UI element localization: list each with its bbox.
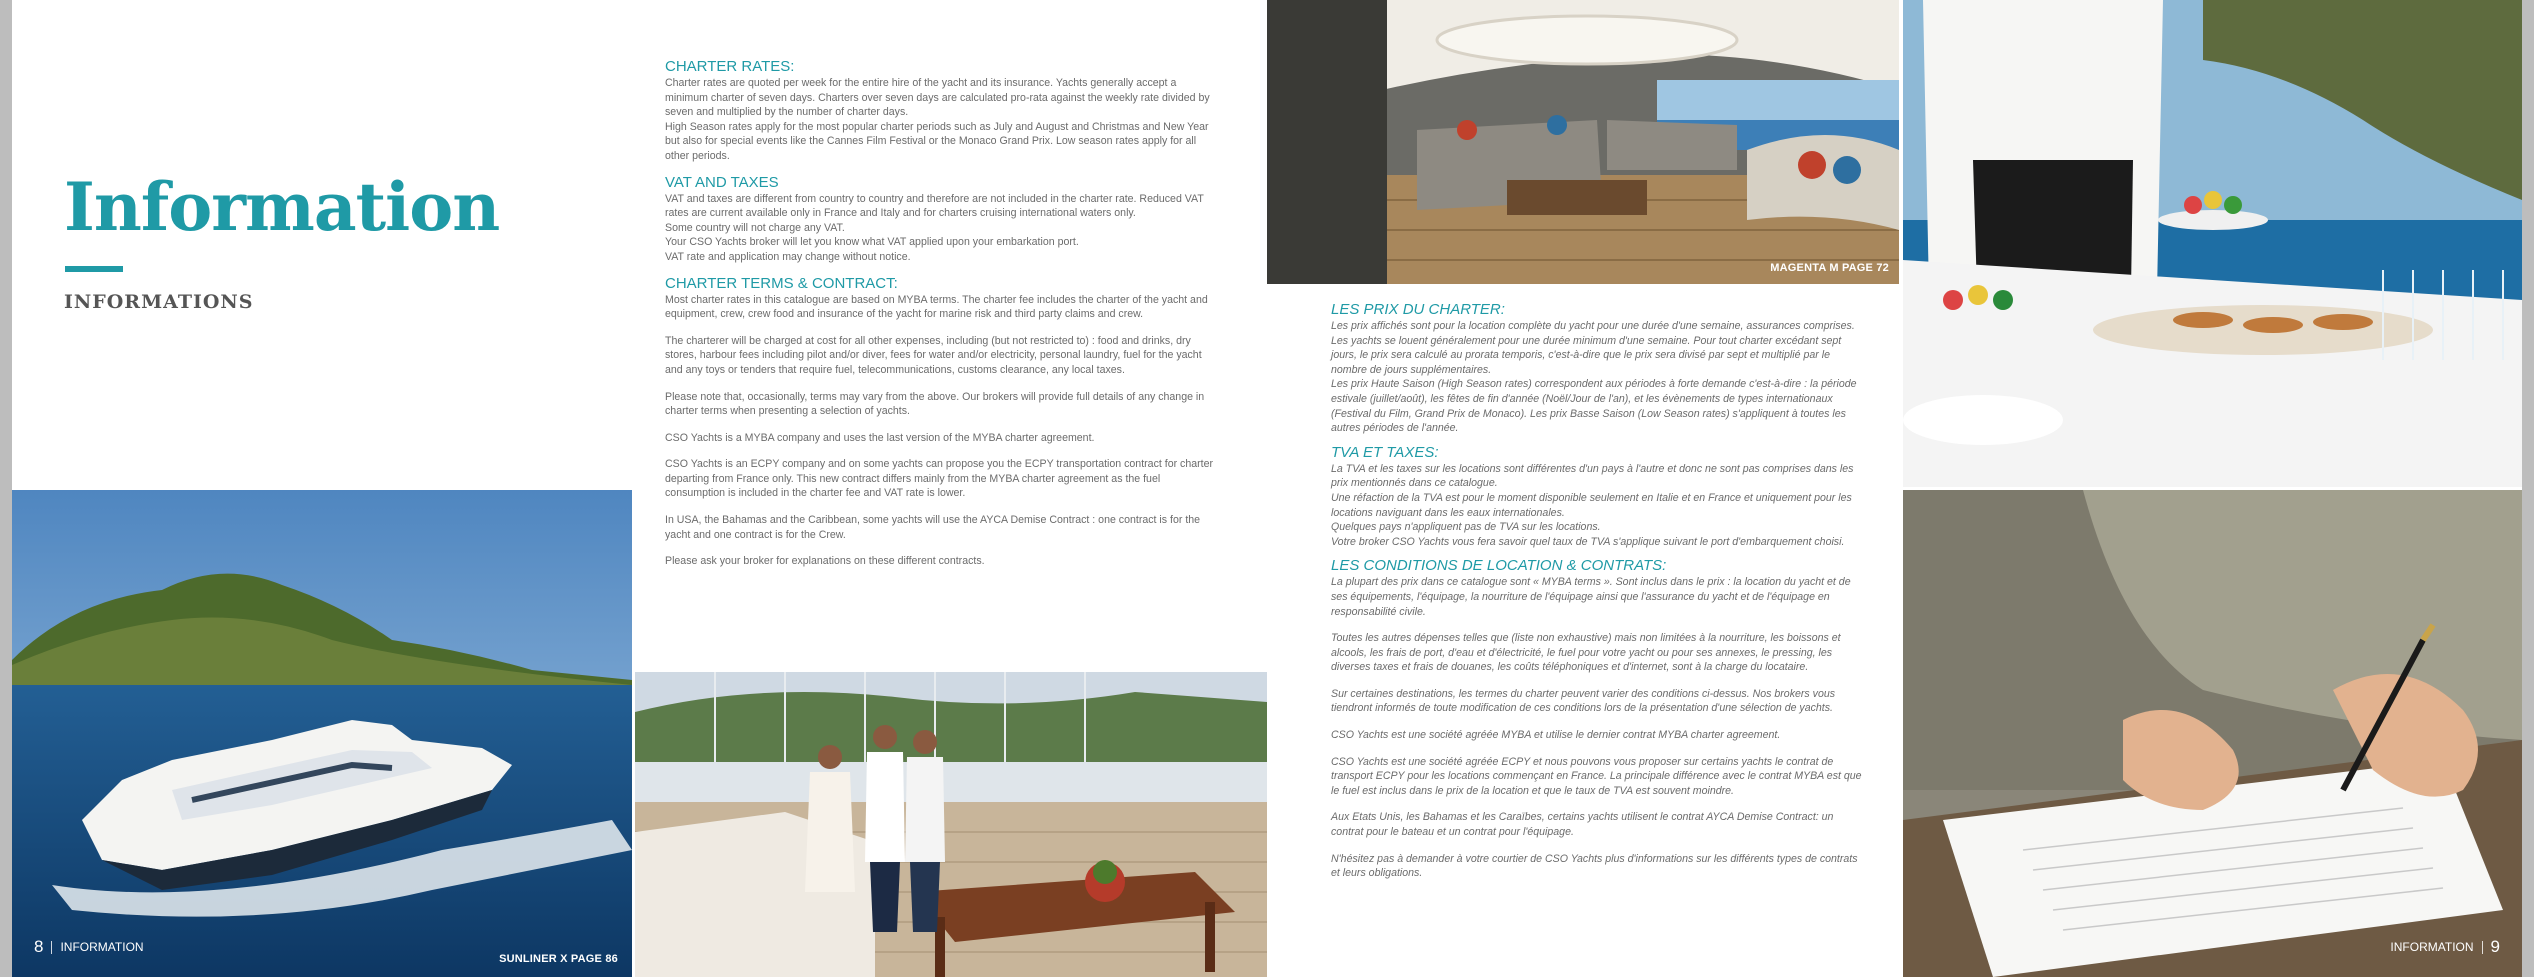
- yacht-salon-photo: [1267, 0, 1899, 284]
- aft-deck-photo: [635, 672, 1267, 977]
- paragraph: Les prix Haute Saison (High Season rates) correspondent aux périodes à forte demande c'est-à-dire : la période estivale (juillet/août), les fêtes de fin d'année (Noël/Jour de l'an), et les évènements de types internationaux (Festival du Film, Grand Prix de Monaco). Les prix Basse Saison (Low Season rates) s'appliquent à toutes les autres périodes de l'année.: [1331, 378, 1857, 435]
- paragraph: N'hésitez pas à demander à votre courtier de CSO Yachts plus d'informations sur les différents types de contrats et leurs obligations.: [1331, 852, 1858, 880]
- paragraph: Please note that, occasionally, terms may vary from the above. Our brokers will provide full details of any change in charter terms when presenting a selection of yachts.: [665, 390, 1205, 418]
- paragraph: CSO Yachts est une société agréée ECPY et nous pouvons vous proposer sur certains yachts le contrat de transport ECPY pour les locations commençant en France. La principale différence avec le contrat MYBA est que le fuel est inclus dans le prix de la location et que le taux de TVA est souvent moindre.: [1331, 755, 1862, 797]
- right-page-number: 9: [2490, 937, 2500, 956]
- section-heading: CHARTER RATES:: [665, 58, 795, 75]
- section-heading: VAT AND TAXES: [665, 173, 779, 191]
- folio-divider: [51, 941, 52, 954]
- paragraph: VAT and taxes are different from country to country and therefore are not included in the charter rate. Reduced VAT rates are current available only in France and Italy and for charters cruising international waters only.: [665, 192, 1204, 220]
- brochure-spread: [12, 0, 2522, 977]
- left-photo-caption: SUNLINER X PAGE 86: [499, 953, 618, 965]
- paragraph: CSO Yachts is an ECPY company and on some yachts can propose you the ECPY transportation contract for charter departing from France only. This new contract differs mainly from the MYBA charter agreement as the fuel consumption is included in the charter fee and VAT rate is lower.: [665, 458, 1214, 500]
- left-section-label: INFORMATION: [60, 940, 144, 954]
- paragraph: The charterer will be charged at cost for all other expenses, including (but not restricted to) : food and drinks, dry stores, harbour fees including pilot and/or diver, fees for water and/or electricity, personal laundry, fuel for the yacht and any toys or tenders that require fuel, telecommunications, customs clearance, any local taxes.: [665, 334, 1202, 376]
- right-section-label: INFORMATION: [2390, 940, 2474, 954]
- paragraph: Une réfaction de la TVA est pour le moment disponible seulement en Italie et en France et uniquement pour les locations naviguant dans les eaux internationales.: [1331, 491, 1852, 519]
- section-heading: LES PRIX DU CHARTER:: [1331, 301, 1505, 318]
- french-text-column: [1331, 297, 1864, 881]
- paragraph: High Season rates apply for the most popular charter periods such as July and August and Christmas and New Year but also for special events like the Cannes Film Festival or the Monaco Grand Prix. Low season rates apply for all other periods.: [665, 120, 1209, 162]
- paragraph: Charter rates are quoted per week for the entire hire of the yacht and its insurance. Yachts generally accept a minimum charter of seven days. Charters over seven days are calculated pro-rata against the weekly rate divided by seven and multiplied by the number of charter days.: [665, 77, 1210, 119]
- right-folio: [2390, 937, 2500, 957]
- paragraph: Sur certaines destinations, les termes du charter peuvent varier des conditions ci-dessus. Nos brokers vous tiendront informés de toute modification de ces conditions lors de la présentation d'une sélection de yachts.: [1331, 687, 1836, 715]
- paragraph: La TVA et les taxes sur les locations sont différentes d'un pays à l'autre et donc ne sont pas comprises dans les prix mentionnés dans ce catalogue.: [1331, 462, 1854, 490]
- paragraph: Votre broker CSO Yachts vous fera savoir quel taux de TVA s'applique suivant le port d'embarquement choisi.: [1331, 535, 1845, 548]
- paragraph: Some country will not charge any VAT.: [665, 221, 845, 234]
- paragraph: Les prix affichés sont pour la location complète du yacht pour une durée d'une semaine, assurances comprises. Les yachts se louent généralement pour une durée minimum d'une semaine. Pour tout charter excédant sept jours, le prix sera calculé au prorata temporis, c'est-à-dire que le prix sera divisé par sept et multiplié par le nombre de jours supplémentaires.: [1331, 320, 1855, 376]
- paragraph: Please ask your broker for explanations on these different contracts.: [665, 555, 985, 568]
- section-heading: TVA ET TAXES:: [1331, 443, 1439, 461]
- section-heading: CHARTER TERMS & CONTRACT:: [665, 274, 898, 292]
- paragraph: In USA, the Bahamas and the Caribbean, some yachts will use the AYCA Demise Contract : one contract is for the yacht and one contract is for the Crew.: [665, 514, 1201, 541]
- page-subtitle: INFORMATIONS: [64, 291, 254, 313]
- folio-divider: [2482, 941, 2483, 954]
- left-folio: [34, 937, 144, 957]
- english-text-column: [665, 54, 1218, 569]
- page-title: Information: [64, 168, 500, 246]
- paragraph: CSO Yachts est une société agréée MYBA et utilise le dernier contrat MYBA charter agreement.: [1331, 729, 1781, 742]
- paragraph: Aux Etats Unis, les Bahamas et les Caraïbes, certains yachts utilisent le contrat AYCA Demise Contract: un contrat pour le bateau et un contrat pour l'équipage.: [1331, 811, 1834, 839]
- paragraph: Quelques pays n'appliquent pas de TVA sur les locations.: [1331, 521, 1601, 534]
- title-underline: [65, 266, 123, 272]
- paragraph: La plupart des prix dans ce catalogue sont « MYBA terms ». Sont inclus dans le prix : la location du yacht et de ses équipements, l'équipage, la nourriture de l'équipage ainsi que l'assurance du yacht et de l'équipage en responsabilité civile.: [1331, 576, 1851, 618]
- paragraph: VAT rate and application may change without notice.: [665, 250, 911, 263]
- section-heading: LES CONDITIONS DE LOCATION & CONTRATS:: [1331, 557, 1667, 575]
- left-page-number: 8: [34, 937, 44, 956]
- paragraph: CSO Yachts is a MYBA company and uses the last version of the MYBA charter agreement.: [665, 431, 1095, 444]
- waiter-buffet-photo: [1903, 0, 2522, 487]
- paragraph: Your CSO Yachts broker will let you know what VAT applied upon your embarkation port.: [665, 236, 1079, 249]
- paragraph: Most charter rates in this catalogue are based on MYBA terms. The charter fee includes the charter of the yacht and equipment, crew, crew food and insurance of the yacht for marine risk and third party claims and crew.: [665, 293, 1208, 321]
- right-photo-caption: MAGENTA M PAGE 72: [1770, 262, 1889, 274]
- paragraph: Toutes les autres dépenses telles que (liste non exhaustive) mais non limitées à la nourriture, les boissons et alcools, les frais de port, d'eau et d'électricité, le fuel pour votre yacht ou pour ses annexes, le pressing, les diverses taxes et frais de douanes, les coûts téléphoniques et d'internet, sont à la charge du locataire.: [1331, 632, 1841, 674]
- yacht-cruising-photo: [12, 490, 632, 977]
- contract-signing-photo: [1903, 490, 2522, 977]
